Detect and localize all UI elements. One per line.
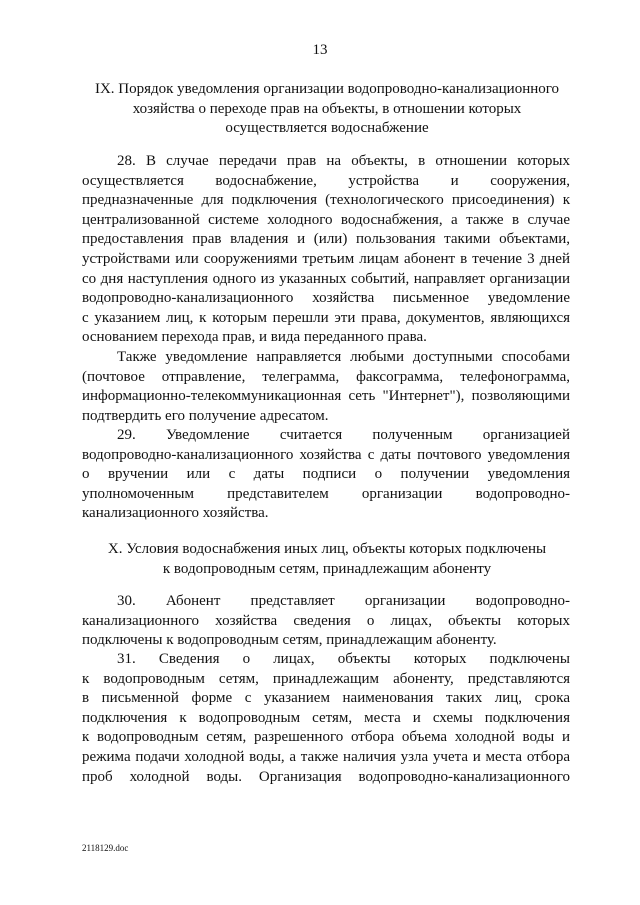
paragraph-line: 31. Сведения о лицах, объекты которых подключены xyxy=(117,651,570,667)
paragraph-line: подключены к водопроводным сетям, принадлежащим абоненту. xyxy=(82,632,497,649)
paragraph-29 xyxy=(82,426,570,524)
paragraph-line: 28. В случае передачи прав на объекты, в отношении которых xyxy=(117,153,570,169)
heading-line: IX. Порядок уведомления организации водопроводно-канализационного xyxy=(94,81,560,97)
paragraph-line: 29. Уведомление считается полученным организацией xyxy=(117,427,570,443)
heading-line: осуществляется водоснабжение xyxy=(225,120,429,137)
section-ix-heading xyxy=(82,80,572,139)
heading-line: хозяйства о переходе прав на объекты, в отношении которых xyxy=(132,100,522,117)
paragraph-line: канализационного хозяйства сведения о лицах, объекты которых xyxy=(82,612,570,629)
paragraph-30 xyxy=(82,592,570,651)
paragraph-line: уполномоченным представителем организации водопроводно- xyxy=(82,485,570,502)
paragraph-line: основанием перехода прав, и вида переданного права. xyxy=(82,329,427,346)
paragraph-28 xyxy=(82,152,570,348)
heading-line: к водопроводным сетям, принадлежащим абоненту xyxy=(162,560,492,577)
paragraph-line: предоставления прав владения и (или) пользования такими объектами, xyxy=(82,231,570,248)
paragraph-31 xyxy=(82,650,570,787)
paragraph-line: централизованной системе холодного водоснабжения, а также в случае xyxy=(82,211,570,228)
paragraph-line: (почтовое отправление, телеграмма, факсограмма, телефонограмма, xyxy=(82,368,570,385)
paragraph-line: подключения к водопроводным сетям, места и схемы подключения xyxy=(82,709,570,726)
paragraph-line: канализационного хозяйства. xyxy=(82,505,269,522)
paragraph-28-notice xyxy=(82,348,570,426)
paragraph-line: подтвердить его получение адресатом. xyxy=(82,407,329,424)
paragraph-line: устройствами или сооружениями третьим лицам абонент в течение 3 дней xyxy=(82,250,570,267)
paragraph-line: к водопроводным сетям, принадлежащим абоненту, представляются xyxy=(82,670,570,687)
paragraph-line: Также уведомление направляется любыми доступными способами xyxy=(117,349,570,365)
paragraph-line: водопроводно-канализационного хозяйства письменное уведомление xyxy=(82,290,570,307)
paragraph-line: проб холодной воды. Организация водопроводно-канализационного xyxy=(82,768,570,785)
paragraph-line: осуществляется водоснабжение, устройства и сооружения, xyxy=(82,172,570,189)
paragraph-line: с указанием лиц, к которым перешли эти права, документов, являющихся xyxy=(82,309,570,326)
heading-line: X. Условия водоснабжения иных лиц, объекты которых подключены xyxy=(107,541,547,557)
paragraph-line: в письменной форме с указанием наименования таких лиц, срока xyxy=(82,690,570,707)
paragraph-line: 30. Абонент представляет организации водопроводно- xyxy=(117,593,570,609)
paragraph-line: к водопроводным сетям, разрешенного отбора объема холодной воды и xyxy=(82,729,570,746)
paragraph-line: предназначенные для подключения (технологического присоединения) к xyxy=(82,192,570,209)
paragraph-line: режима подачи холодной воды, а также наличия узла учета и места отбора xyxy=(82,748,570,765)
paragraph-line: о вручении или с даты подписи о получении уведомления xyxy=(82,466,570,483)
document-filename: 2118129.doc xyxy=(82,843,129,853)
paragraph-line: со дня наступления одного из указанных событий, направляет организации xyxy=(82,270,570,287)
page-number: 13 xyxy=(312,42,328,58)
section-x-heading xyxy=(82,540,572,579)
paragraph-line: информационно-телекоммуникационная сеть "Интернет"), позволяющими xyxy=(82,388,570,405)
paragraph-line: водопроводно-канализационного хозяйства с даты почтового уведомления xyxy=(82,446,570,463)
